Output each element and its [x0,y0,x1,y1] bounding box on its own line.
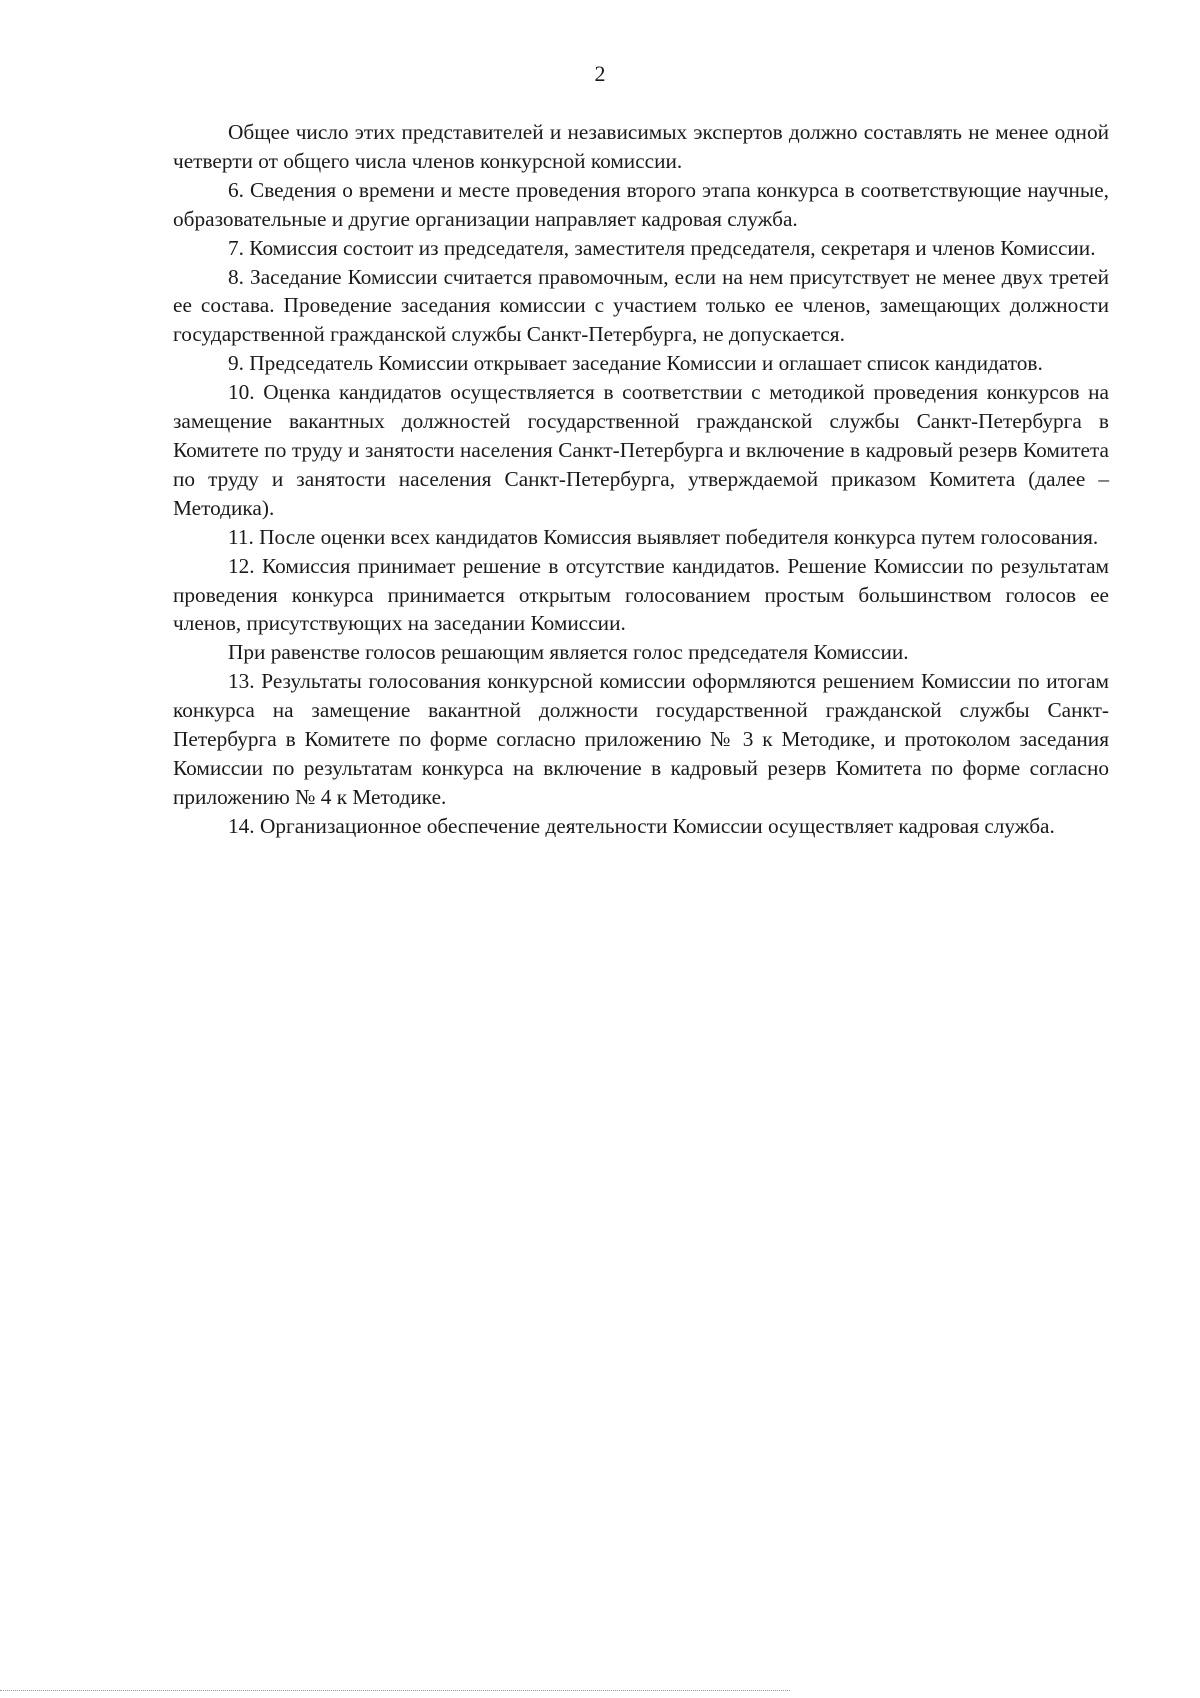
paragraph-14: 14. Организационное обеспечение деятельности Комиссии осуществляет кадровая служба. [228,813,1055,838]
paragraph-representatives-share: Общее число этих представителей и независимых экспертов должно составлять не менее одной четверти от общего числа членов конкурсной комиссии. [173,120,1109,173]
paragraph-8: 8. Заседание Комиссии считается правомочным, если на нем присутствует не менее двух третей ее состава. Проведение заседания комиссии с участием только ее членов, замещающих должности государственной гражданской службы Санкт-Петербурга, не допускается. [173,264,1109,347]
document-body [173,118,1109,841]
paragraph-13: 13. Результаты голосования конкурсной комиссии оформляются решением Комиссии по итогам конкурса на замещение вакантной должности государственной гражданской службы Санкт-Петербурга в Комитете по форме согласно приложению № 3 к Методике, и протоколом заседания Комиссии по результатам конкурса на включение в кадровый резерв Комитета по форме согласно приложению № 4 к Методике. [173,669,1109,809]
paragraph-tie-vote: При равенстве голосов решающим является голос председателя Комиссии. [228,640,909,665]
paragraph-6: 6. Сведения о времени и месте проведения второго этапа конкурса в соответствующие научные, образовательные и другие организации направляет кадровая служба. [173,177,1109,231]
paragraph-12: 12. Комиссия принимает решение в отсутствие кандидатов. Решение Комиссии по результатам проведения конкурса принимается открытым голосованием простым большинством голосов ее членов, присутствующих на заседании Комиссии. [173,553,1109,636]
paragraph-11: 11. После оценки всех кандидатов Комиссия выявляет победителя конкурса путем голосования. [228,524,1099,549]
paragraph-7: 7. Комиссия состоит из председателя, заместителя председателя, секретаря и членов Комиссии. [228,235,1096,260]
scan-edge-line [0,1690,790,1691]
paragraph-9: 9. Председатель Комиссии открывает заседание Комиссии и оглашает список кандидатов. [228,351,1043,376]
paragraph-10: 10. Оценка кандидатов осуществляется в соответствии с методикой проведения конкурсов на замещение вакантных должностей государственной гражданской службы Санкт-Петербурга в Комитете по труду и занятости населения Санкт-Петербурга и включение в кадровый резерв Комитета по труду и занятости населения Санкт-Петербурга, утверждаемой приказом Комитета (далее – Методика). [173,380,1109,520]
page-number: 2 [594,61,606,86]
